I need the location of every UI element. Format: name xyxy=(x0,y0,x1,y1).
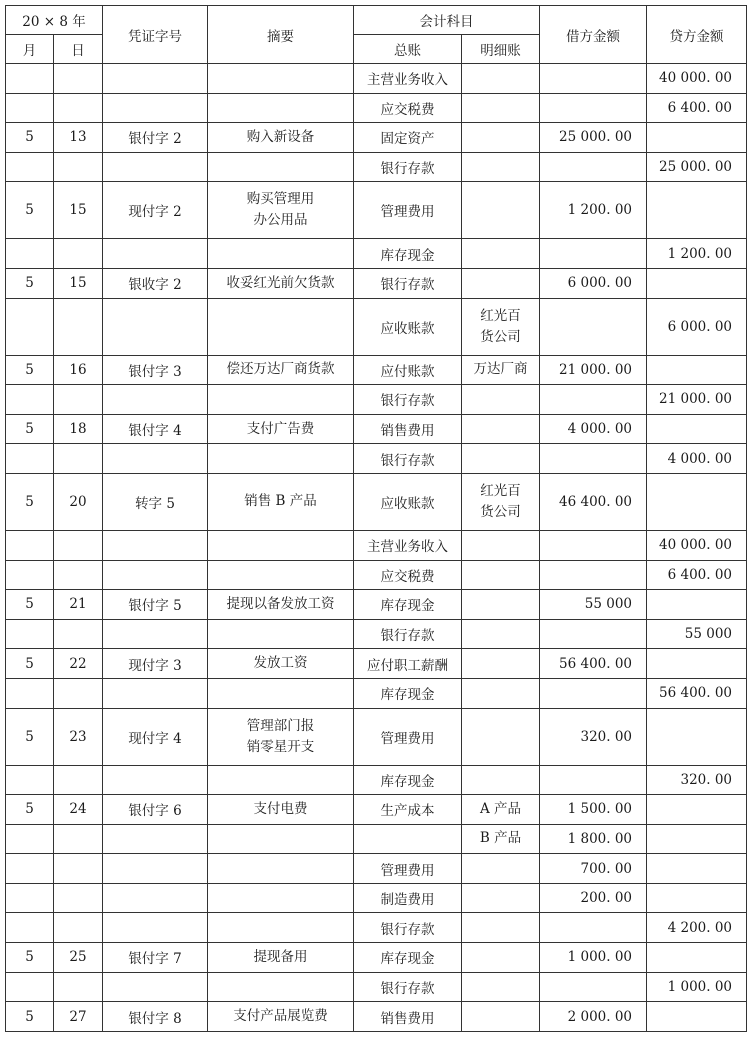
general-ledger-cell: 库存现金 xyxy=(354,590,462,620)
debit-cell: 21 000. 00 xyxy=(540,355,647,385)
voucher-cell xyxy=(103,444,208,474)
voucher-cell xyxy=(103,619,208,649)
table-row xyxy=(6,239,747,269)
credit-cell xyxy=(647,473,747,530)
month-cell: 5 xyxy=(6,414,54,444)
credit-cell xyxy=(647,649,747,679)
detail-ledger-cell xyxy=(462,239,540,269)
day-cell xyxy=(54,765,103,795)
detail-ledger-cell xyxy=(462,93,540,123)
month-cell: 5 xyxy=(6,795,54,825)
debit-cell: 56 400. 00 xyxy=(540,649,647,679)
detail-ledger-cell xyxy=(462,64,540,94)
month-cell xyxy=(6,152,54,182)
debit-cell xyxy=(540,765,647,795)
detail-ledger-cell xyxy=(462,708,540,765)
day-cell xyxy=(54,883,103,913)
day-cell: 18 xyxy=(54,414,103,444)
summary-cell xyxy=(208,883,354,913)
day-cell xyxy=(54,298,103,355)
debit-cell: 200. 00 xyxy=(540,883,647,913)
table-row xyxy=(6,708,747,765)
summary-cell xyxy=(208,913,354,943)
voucher-cell xyxy=(103,93,208,123)
voucher-cell xyxy=(103,385,208,415)
summary-cell: 提现备用 xyxy=(208,943,354,973)
table-row xyxy=(6,268,747,298)
detail-ledger-cell xyxy=(462,182,540,239)
detail-ledger-cell xyxy=(462,590,540,620)
summary-cell: 提现以备发放工资 xyxy=(208,590,354,620)
debit-cell: 25 000. 00 xyxy=(540,123,647,153)
detail-ledger-cell xyxy=(462,414,540,444)
debit-cell: 1 200. 00 xyxy=(540,182,647,239)
debit-cell xyxy=(540,298,647,355)
day-cell xyxy=(54,972,103,1002)
voucher-cell xyxy=(103,765,208,795)
voucher-cell xyxy=(103,530,208,560)
day-cell xyxy=(54,824,103,854)
day-cell xyxy=(54,678,103,708)
credit-cell xyxy=(647,708,747,765)
credit-cell: 4 000. 00 xyxy=(647,444,747,474)
day-cell xyxy=(54,854,103,884)
summary-cell xyxy=(208,824,354,854)
day-cell: 24 xyxy=(54,795,103,825)
credit-cell: 6 400. 00 xyxy=(647,93,747,123)
credit-cell xyxy=(647,268,747,298)
day-cell xyxy=(54,64,103,94)
month-header: 月 xyxy=(6,35,54,64)
month-cell xyxy=(6,530,54,560)
summary-cell xyxy=(208,152,354,182)
credit-cell: 56 400. 00 xyxy=(647,678,747,708)
debit-cell xyxy=(540,678,647,708)
month-cell: 5 xyxy=(6,649,54,679)
general-ledger-cell xyxy=(354,824,462,854)
table-row xyxy=(6,530,747,560)
general-ledger-cell: 库存现金 xyxy=(354,943,462,973)
month-cell xyxy=(6,678,54,708)
voucher-cell: 转字 5 xyxy=(103,473,208,530)
table-row xyxy=(6,765,747,795)
detail-ledger-cell xyxy=(462,1002,540,1032)
table-row xyxy=(6,854,747,884)
credit-cell xyxy=(647,943,747,973)
credit-header: 贷方金额 xyxy=(647,6,747,64)
debit-cell xyxy=(540,239,647,269)
voucher-cell xyxy=(103,883,208,913)
credit-cell: 55 000 xyxy=(647,619,747,649)
credit-cell xyxy=(647,824,747,854)
summary-cell: 支付产品展览费 xyxy=(208,1002,354,1032)
summary-cell xyxy=(208,765,354,795)
month-cell xyxy=(6,913,54,943)
day-cell xyxy=(54,530,103,560)
month-cell xyxy=(6,93,54,123)
credit-cell: 21 000. 00 xyxy=(647,385,747,415)
month-cell: 5 xyxy=(6,123,54,153)
voucher-cell xyxy=(103,854,208,884)
detail-ledger-cell xyxy=(462,913,540,943)
month-cell: 5 xyxy=(6,268,54,298)
general-ledger-cell: 银行存款 xyxy=(354,619,462,649)
summary-cell: 购买管理用 办公用品 xyxy=(208,182,354,239)
voucher-cell xyxy=(103,298,208,355)
detail-ledger-cell xyxy=(462,530,540,560)
month-cell: 5 xyxy=(6,182,54,239)
month-cell xyxy=(6,298,54,355)
day-cell xyxy=(54,93,103,123)
month-cell: 5 xyxy=(6,708,54,765)
credit-cell xyxy=(647,590,747,620)
table-row xyxy=(6,943,747,973)
day-cell: 16 xyxy=(54,355,103,385)
general-ledger-cell: 制造费用 xyxy=(354,883,462,913)
table-row xyxy=(6,560,747,590)
month-cell: 5 xyxy=(6,943,54,973)
day-header: 日 xyxy=(54,35,103,64)
table-row xyxy=(6,678,747,708)
credit-cell xyxy=(647,355,747,385)
detail-ledger-cell xyxy=(462,152,540,182)
debit-cell: 700. 00 xyxy=(540,854,647,884)
detail-ledger-cell: 红光百 货公司 xyxy=(462,298,540,355)
credit-cell xyxy=(647,883,747,913)
table-row xyxy=(6,385,747,415)
general-ledger-cell: 销售费用 xyxy=(354,414,462,444)
table-row xyxy=(6,619,747,649)
summary-cell: 偿还万达厂商货款 xyxy=(208,355,354,385)
credit-cell: 40 000. 00 xyxy=(647,64,747,94)
summary-cell xyxy=(208,678,354,708)
month-cell xyxy=(6,765,54,795)
month-cell xyxy=(6,239,54,269)
general-ledger-cell: 银行存款 xyxy=(354,385,462,415)
month-cell xyxy=(6,385,54,415)
day-cell xyxy=(54,619,103,649)
summary-cell xyxy=(208,93,354,123)
day-cell xyxy=(54,560,103,590)
general-ledger-cell: 应付职工薪酬 xyxy=(354,649,462,679)
credit-cell: 1 200. 00 xyxy=(647,239,747,269)
voucher-cell xyxy=(103,913,208,943)
debit-cell: 1 000. 00 xyxy=(540,943,647,973)
table-row xyxy=(6,444,747,474)
general-ledger-cell: 生产成本 xyxy=(354,795,462,825)
day-cell: 23 xyxy=(54,708,103,765)
detail-ledger-cell xyxy=(462,268,540,298)
month-cell xyxy=(6,854,54,884)
credit-cell: 40 000. 00 xyxy=(647,530,747,560)
month-cell xyxy=(6,64,54,94)
debit-cell: 4 000. 00 xyxy=(540,414,647,444)
month-cell xyxy=(6,444,54,474)
general-ledger-cell: 主营业务收入 xyxy=(354,64,462,94)
table-row xyxy=(6,913,747,943)
detail-ledger-cell: B 产品 xyxy=(462,824,540,854)
credit-cell: 25 000. 00 xyxy=(647,152,747,182)
month-cell xyxy=(6,824,54,854)
credit-cell: 6 400. 00 xyxy=(647,560,747,590)
credit-cell: 1 000. 00 xyxy=(647,972,747,1002)
day-cell: 27 xyxy=(54,1002,103,1032)
detail-ledger-cell xyxy=(462,444,540,474)
detail-ledger-header: 明细账 xyxy=(462,35,540,64)
summary-cell xyxy=(208,239,354,269)
day-cell: 21 xyxy=(54,590,103,620)
debit-cell: 6 000. 00 xyxy=(540,268,647,298)
general-ledger-cell: 银行存款 xyxy=(354,444,462,474)
summary-cell: 管理部门报 销零星开支 xyxy=(208,708,354,765)
detail-ledger-cell xyxy=(462,649,540,679)
general-ledger-cell: 管理费用 xyxy=(354,708,462,765)
debit-cell: 46 400. 00 xyxy=(540,473,647,530)
general-ledger-cell: 银行存款 xyxy=(354,972,462,1002)
month-cell: 5 xyxy=(6,590,54,620)
detail-ledger-cell xyxy=(462,854,540,884)
day-cell xyxy=(54,444,103,474)
table-row xyxy=(6,182,747,239)
voucher-cell: 银付字 7 xyxy=(103,943,208,973)
debit-cell xyxy=(540,385,647,415)
table-row xyxy=(6,152,747,182)
debit-cell xyxy=(540,152,647,182)
credit-cell: 4 200. 00 xyxy=(647,913,747,943)
credit-cell xyxy=(647,414,747,444)
table-row xyxy=(6,298,747,355)
debit-cell xyxy=(540,560,647,590)
journal-table xyxy=(5,5,747,1032)
day-cell: 20 xyxy=(54,473,103,530)
voucher-cell xyxy=(103,972,208,1002)
debit-cell: 2 000. 00 xyxy=(540,1002,647,1032)
voucher-cell xyxy=(103,239,208,269)
day-cell: 15 xyxy=(54,182,103,239)
voucher-cell: 银收字 2 xyxy=(103,268,208,298)
summary-cell xyxy=(208,64,354,94)
table-row xyxy=(6,795,747,825)
debit-cell xyxy=(540,619,647,649)
day-cell xyxy=(54,239,103,269)
month-cell: 5 xyxy=(6,355,54,385)
summary-cell xyxy=(208,560,354,590)
table-row xyxy=(6,64,747,94)
month-cell xyxy=(6,972,54,1002)
detail-ledger-cell xyxy=(462,883,540,913)
detail-ledger-cell: A 产品 xyxy=(462,795,540,825)
month-cell xyxy=(6,560,54,590)
summary-cell: 销售 B 产品 xyxy=(208,473,354,530)
table-row xyxy=(6,883,747,913)
general-ledger-cell: 管理费用 xyxy=(354,182,462,239)
month-cell xyxy=(6,883,54,913)
general-ledger-cell: 应交税费 xyxy=(354,560,462,590)
detail-ledger-cell xyxy=(462,619,540,649)
summary-cell xyxy=(208,530,354,560)
detail-ledger-cell xyxy=(462,972,540,1002)
day-cell xyxy=(54,385,103,415)
voucher-cell: 银付字 3 xyxy=(103,355,208,385)
debit-cell xyxy=(540,93,647,123)
debit-cell: 1 800. 00 xyxy=(540,824,647,854)
summary-cell: 支付电费 xyxy=(208,795,354,825)
summary-cell: 购入新设备 xyxy=(208,123,354,153)
detail-ledger-cell xyxy=(462,943,540,973)
credit-cell xyxy=(647,854,747,884)
debit-cell: 320. 00 xyxy=(540,708,647,765)
general-ledger-cell: 银行存款 xyxy=(354,913,462,943)
day-cell: 13 xyxy=(54,123,103,153)
general-ledger-cell: 管理费用 xyxy=(354,854,462,884)
table-row xyxy=(6,649,747,679)
table-row xyxy=(6,590,747,620)
voucher-cell xyxy=(103,678,208,708)
summary-cell: 发放工资 xyxy=(208,649,354,679)
summary-cell xyxy=(208,972,354,1002)
summary-cell xyxy=(208,444,354,474)
voucher-cell xyxy=(103,824,208,854)
summary-cell: 收妥红光前欠货款 xyxy=(208,268,354,298)
voucher-cell: 现付字 3 xyxy=(103,649,208,679)
detail-ledger-cell xyxy=(462,678,540,708)
summary-cell xyxy=(208,619,354,649)
voucher-header: 凭证字号 xyxy=(103,6,208,64)
general-ledger-cell: 应收账款 xyxy=(354,473,462,530)
table-row xyxy=(6,972,747,1002)
credit-cell xyxy=(647,182,747,239)
summary-header: 摘要 xyxy=(208,6,354,64)
detail-ledger-cell xyxy=(462,560,540,590)
table-row xyxy=(6,824,747,854)
summary-cell: 支付广告费 xyxy=(208,414,354,444)
general-ledger-cell: 主营业务收入 xyxy=(354,530,462,560)
voucher-cell: 现付字 4 xyxy=(103,708,208,765)
table-row xyxy=(6,355,747,385)
day-cell: 22 xyxy=(54,649,103,679)
credit-cell xyxy=(647,1002,747,1032)
debit-cell: 55 000 xyxy=(540,590,647,620)
month-cell: 5 xyxy=(6,473,54,530)
table-row xyxy=(6,123,747,153)
voucher-cell: 现付字 2 xyxy=(103,182,208,239)
general-ledger-cell: 库存现金 xyxy=(354,678,462,708)
day-cell: 15 xyxy=(54,268,103,298)
general-ledger-cell: 库存现金 xyxy=(354,239,462,269)
debit-header: 借方金额 xyxy=(540,6,647,64)
detail-ledger-cell xyxy=(462,123,540,153)
year-header: 20 × 8 年 xyxy=(6,6,103,35)
table-row xyxy=(6,93,747,123)
voucher-cell: 银付字 5 xyxy=(103,590,208,620)
general-ledger-cell: 应收账款 xyxy=(354,298,462,355)
voucher-cell: 银付字 8 xyxy=(103,1002,208,1032)
voucher-cell: 银付字 6 xyxy=(103,795,208,825)
detail-ledger-cell: 红光百 货公司 xyxy=(462,473,540,530)
table-row xyxy=(6,1002,747,1032)
debit-cell xyxy=(540,913,647,943)
month-cell xyxy=(6,619,54,649)
debit-cell xyxy=(540,64,647,94)
credit-cell xyxy=(647,795,747,825)
voucher-cell: 银付字 2 xyxy=(103,123,208,153)
debit-cell xyxy=(540,972,647,1002)
credit-cell xyxy=(647,123,747,153)
credit-cell: 320. 00 xyxy=(647,765,747,795)
general-ledger-header: 总账 xyxy=(354,35,462,64)
voucher-cell xyxy=(103,560,208,590)
general-ledger-cell: 应交税费 xyxy=(354,93,462,123)
summary-cell xyxy=(208,298,354,355)
day-cell xyxy=(54,152,103,182)
general-ledger-cell: 销售费用 xyxy=(354,1002,462,1032)
detail-ledger-cell xyxy=(462,385,540,415)
debit-cell: 1 500. 00 xyxy=(540,795,647,825)
general-ledger-cell: 银行存款 xyxy=(354,268,462,298)
voucher-cell xyxy=(103,64,208,94)
general-ledger-cell: 固定资产 xyxy=(354,123,462,153)
credit-cell: 6 000. 00 xyxy=(647,298,747,355)
debit-cell xyxy=(540,530,647,560)
voucher-cell: 银付字 4 xyxy=(103,414,208,444)
account-header: 会计科目 xyxy=(354,6,540,35)
month-cell: 5 xyxy=(6,1002,54,1032)
table-row xyxy=(6,473,747,530)
detail-ledger-cell: 万达厂商 xyxy=(462,355,540,385)
summary-cell xyxy=(208,385,354,415)
detail-ledger-cell xyxy=(462,765,540,795)
debit-cell xyxy=(540,444,647,474)
table-row xyxy=(6,414,747,444)
summary-cell xyxy=(208,854,354,884)
day-cell xyxy=(54,913,103,943)
general-ledger-cell: 银行存款 xyxy=(354,152,462,182)
general-ledger-cell: 库存现金 xyxy=(354,765,462,795)
general-ledger-cell: 应付账款 xyxy=(354,355,462,385)
day-cell: 25 xyxy=(54,943,103,973)
voucher-cell xyxy=(103,152,208,182)
